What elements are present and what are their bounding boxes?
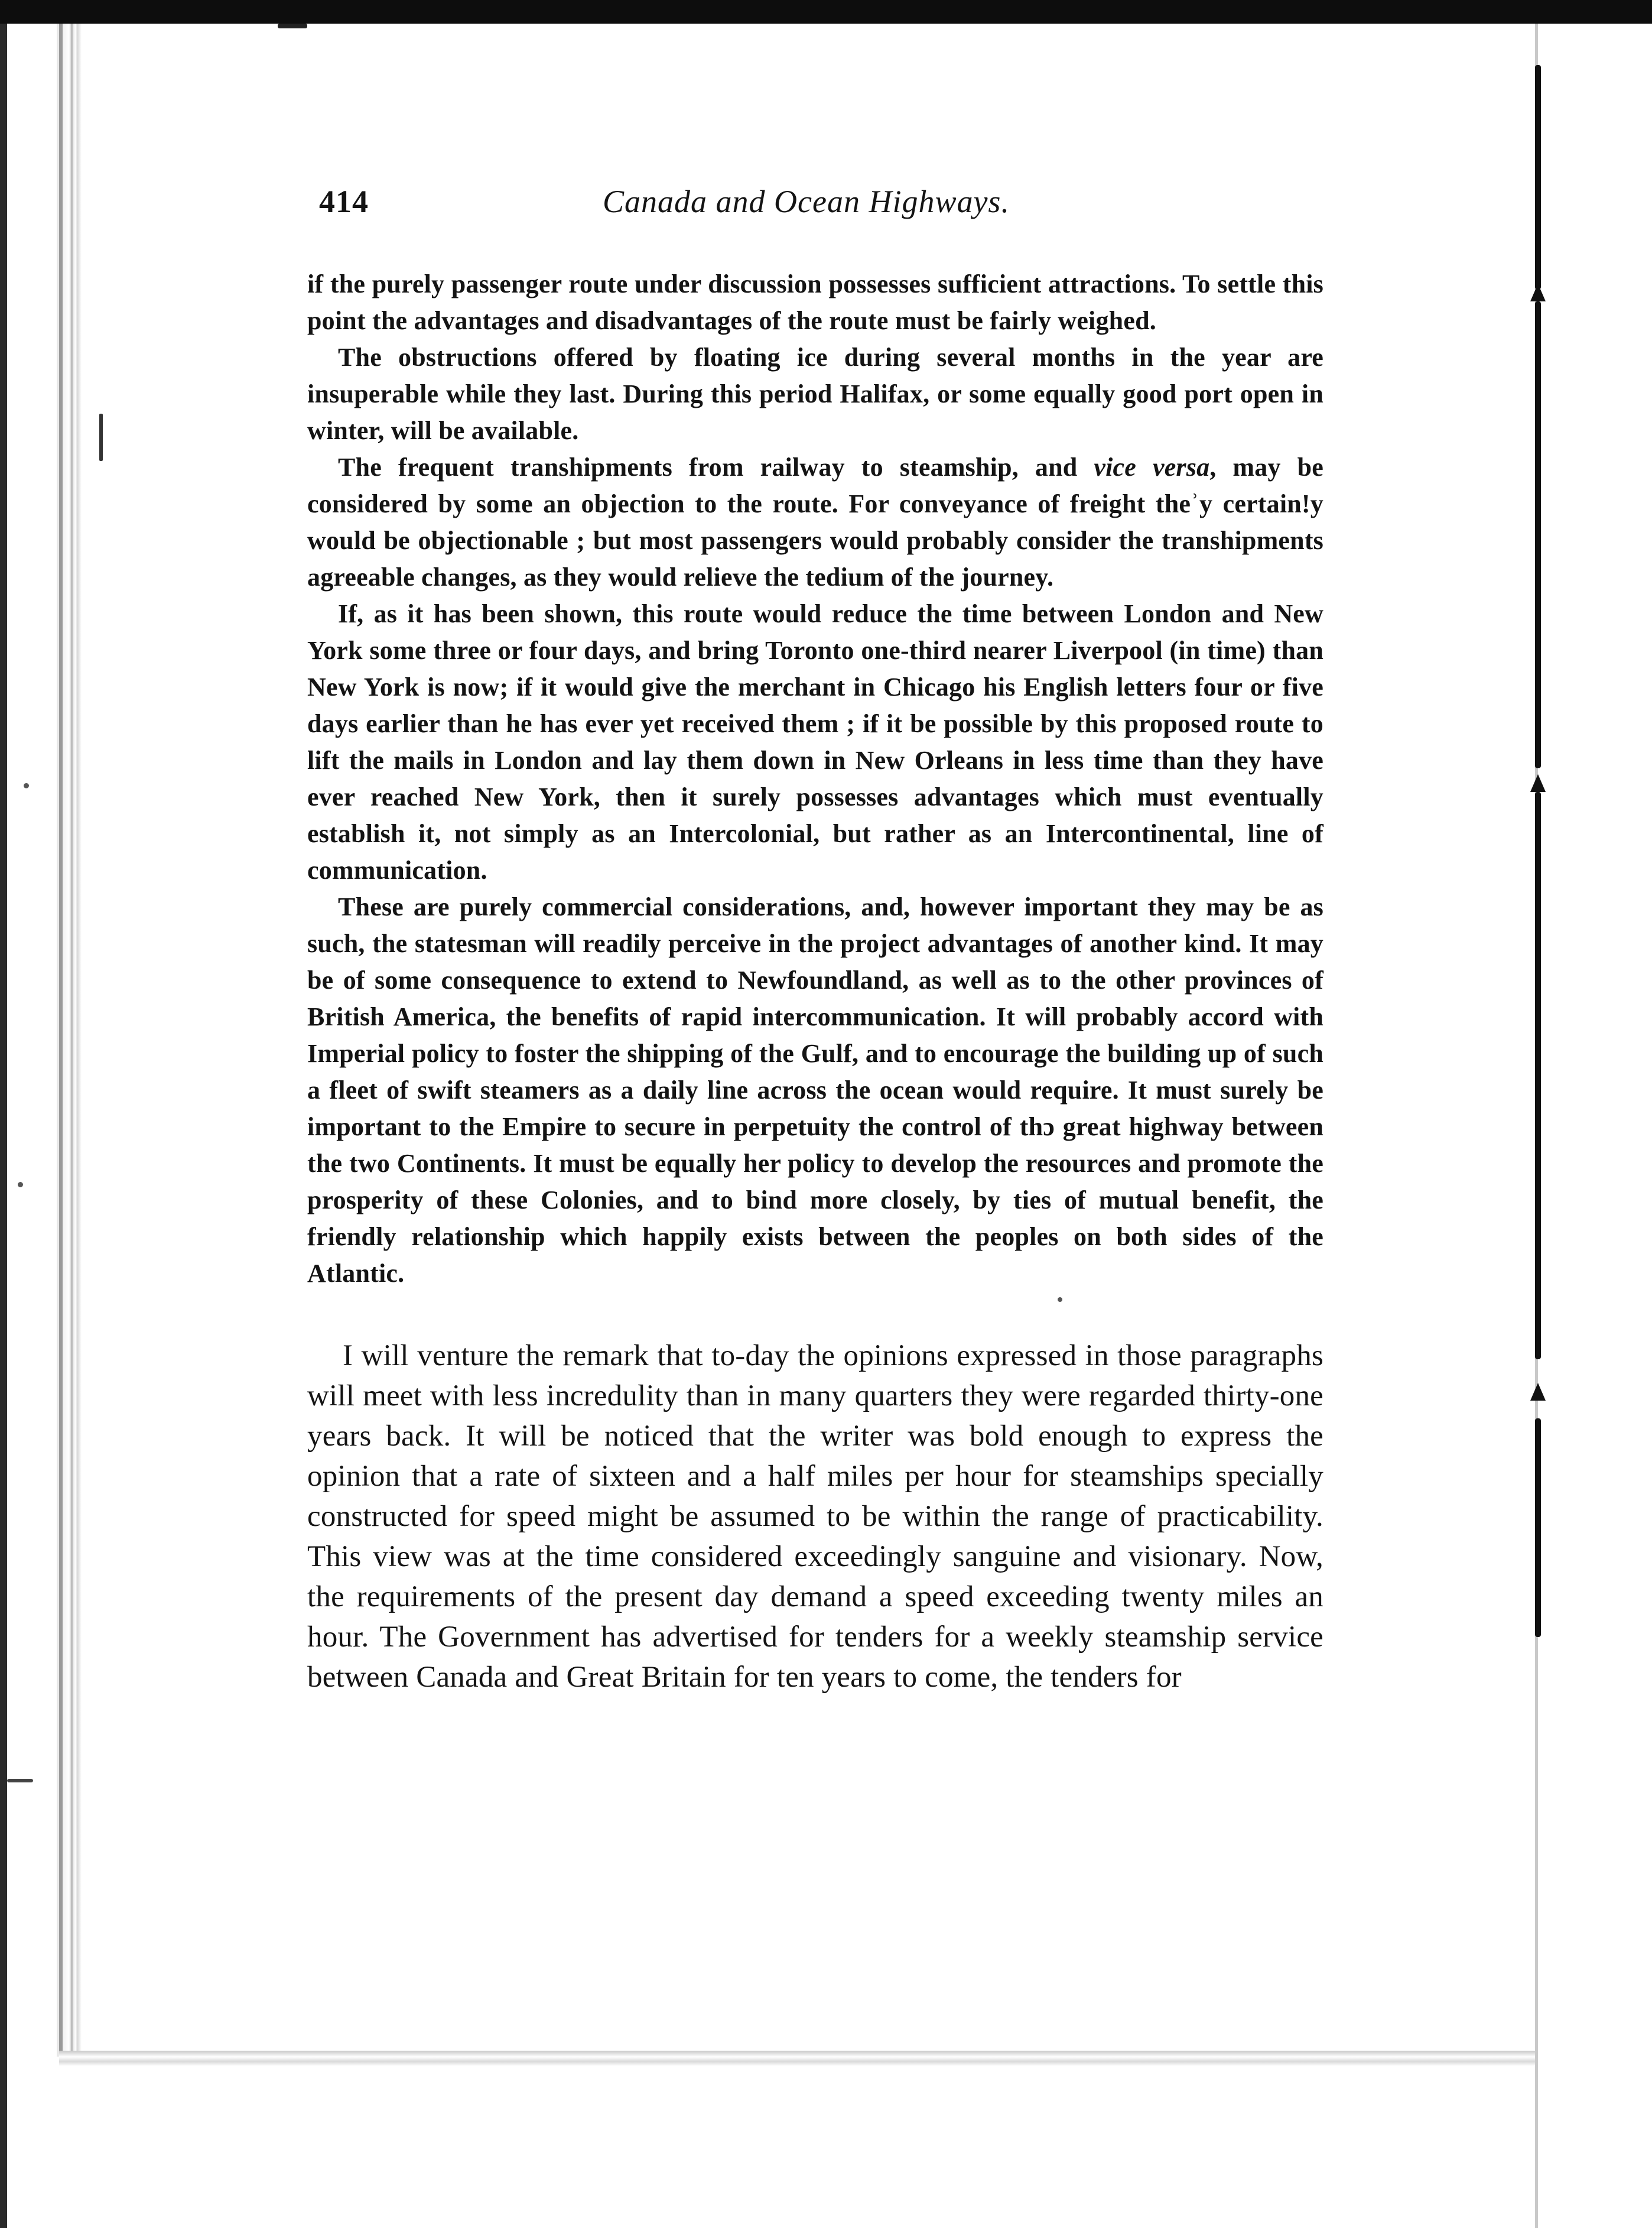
quoted-paragraph: The obstructions offered by floating ice during several months in the year are insuperable while they last. During this period Halifax, or some equally good port open in winter, will be available. <box>307 343 1323 445</box>
page-number: 414 <box>319 184 369 219</box>
binding-notch <box>1530 1383 1546 1401</box>
page-edge-line <box>71 24 73 2057</box>
binding-rule <box>1535 1418 1541 1637</box>
scan-speck <box>24 783 29 788</box>
quoted-paragraph <box>307 449 1323 596</box>
paragraph-rest: may be considered by some an objection to the route. For conveyance of freight theʾy certain!y would be objectionable ; but most passengers would probably consider the transhipments agreeable changes, as they would relieve the tedium of the journey. <box>307 453 1324 592</box>
scan-speck <box>7 1779 33 1782</box>
body-text <box>307 1336 1323 1697</box>
running-header <box>307 177 1323 225</box>
page-bottom-edge <box>59 2051 1536 2066</box>
scan-speck <box>18 1182 23 1187</box>
book-page <box>307 177 1323 1697</box>
running-title: Canada and Ocean Highways. <box>603 184 1010 219</box>
quoted-paragraph: if the purely passenger route under discussion possesses sufficient attractions. To settle this point the advantages and disadvantages of the route must be fairly weighed. <box>307 269 1323 335</box>
binding-notch <box>1530 284 1546 301</box>
page-edge-line <box>59 24 63 2057</box>
binding-rule <box>1535 301 1541 768</box>
body-paragraph: I will venture the remark that to-day the opinions expressed in those paragraphs will meet with less incredulity than in many quarters they were regarded thirty-one years back. It will be noticed that the writer was bold enough to express the opinion that a rate of sixteen and a half miles per hour for steamships specially constructed for speed might be assumed to be within the range of practicability. This view was at the time considered exceedingly sanguine and visionary. Now, the requirements of the present day demand a speed exceeding twenty miles an hour. The Government has advertised for tenders for a weekly steamship service between Canada and Great Britain for ten years to come, the tenders for <box>307 1339 1323 1694</box>
binding-rule <box>1535 792 1541 1359</box>
scan-left-edge <box>0 24 7 2228</box>
quoted-paragraph: These are purely commercial considerations, and, however important they may be as such, the statesman will readily perceive in the project advantages of another kind. It may be of some consequence to extend to Newfoundland, as well as to the other provinces of British America, the benefits of rapid intercommunication. It will probably accord with Imperial policy to foster the shipping of the Gulf, and to encourage the building up of such a fleet of swift steamers as a daily line across the ocean would require. It must surely be important to the Empire to secure in perpetuity the control of thɔ great highway between the two Continents. It must be equally her policy to develop the resources and promote the prosperity of these Colonies, and to bind more closely, by ties of mutual benefit, the friendly relationship which happily exists between the peoples on both sides of the Atlantic. <box>307 892 1323 1288</box>
quoted-extract <box>307 266 1323 1292</box>
paragraph-punct: , <box>1209 453 1217 482</box>
scan-speck <box>278 24 307 28</box>
scan-top-border <box>0 0 1652 24</box>
paragraph-lead: The frequent transhipments from railway to steamship, and <box>338 453 1078 482</box>
italic-phrase: vice versa <box>1094 453 1210 482</box>
scan-speck <box>99 414 103 461</box>
quoted-paragraph: If, as it has been shown, this route would reduce the time between London and New York some three or four days, and bring Toronto one-third nearer Liverpool (in time) than New York is now; if it would give the merchant in Chicago his English letters four or five days earlier than he has ever yet received them ; if it be possible by this proposed route to lift the mails in London and lay them down in New Orleans in less time than they have ever reached New York, then it surely possesses advantages which must eventually establish it, not simply as an Intercolonial, but rather as an Intercontinental, line of communication. <box>307 599 1323 885</box>
binding-notch <box>1530 774 1546 792</box>
facing-page-edge <box>1535 24 1652 2228</box>
page-stack-edge <box>57 24 98 2057</box>
binding-rule <box>1535 65 1541 290</box>
